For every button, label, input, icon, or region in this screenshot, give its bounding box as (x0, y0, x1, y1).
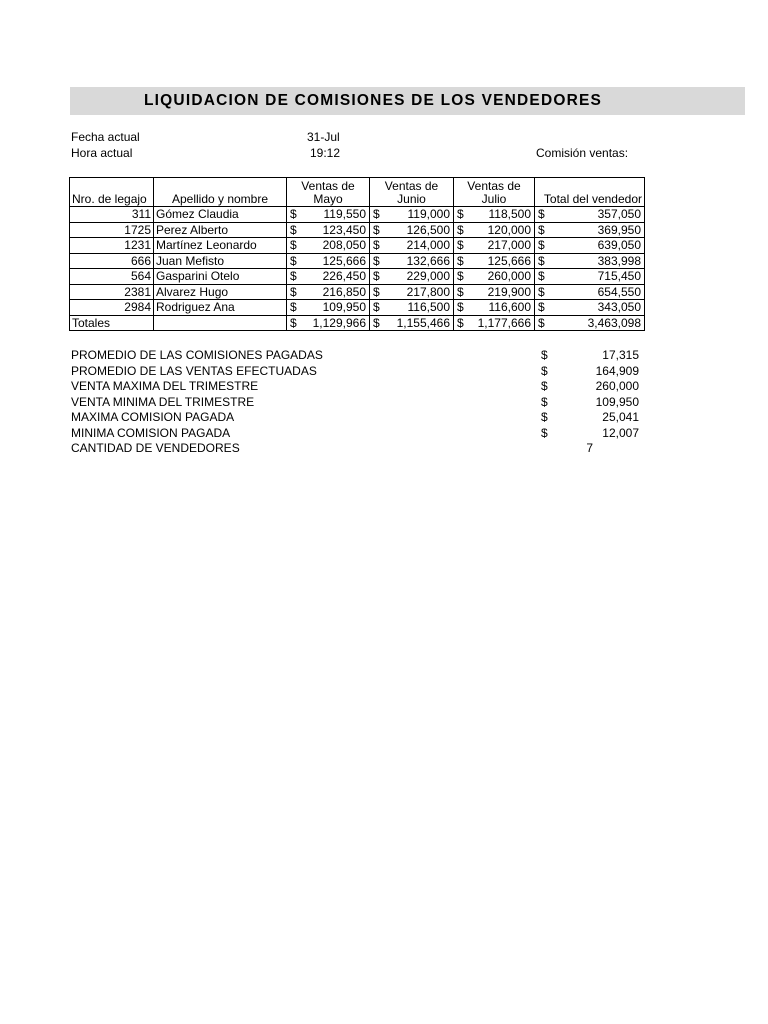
currency-symbol: $ (457, 315, 464, 330)
header-julio-line2: Julio (481, 192, 507, 206)
summary-label: VENTA MAXIMA DEL TRIMESTRE (71, 379, 259, 393)
amount: 343,050 (597, 300, 641, 315)
amount: 208,050 (322, 238, 366, 253)
amount: 125,666 (322, 253, 366, 268)
cell-total (535, 300, 645, 316)
hora-label: Hora actual (71, 146, 133, 160)
amount: 118,500 (488, 207, 531, 222)
cell-junio (370, 253, 454, 269)
amount: 126,500 (406, 222, 450, 237)
currency-symbol: $ (290, 300, 297, 315)
currency-symbol: $ (290, 253, 297, 268)
cell-mayo (287, 238, 370, 254)
total-mayo (287, 315, 370, 331)
header-julio-line1: Ventas de (467, 179, 521, 193)
summary-label: VENTA MINIMA DEL TRIMESTRE (71, 394, 255, 409)
cell-total (535, 269, 645, 285)
cell-mayo (287, 253, 370, 269)
cell-julio (454, 222, 535, 238)
amount: 116,500 (407, 300, 450, 315)
cell-nombre: Gómez Claudia (154, 207, 287, 223)
currency-symbol: $ (373, 238, 380, 253)
cell-julio (454, 269, 535, 285)
cell-mayo (287, 284, 370, 300)
currency-symbol: $ (457, 238, 464, 253)
summary-value: 260,000 (595, 379, 639, 393)
amount: 260,000 (487, 269, 531, 284)
currency-symbol: $ (373, 315, 380, 330)
summary-row (71, 364, 646, 380)
amount: 357,050 (597, 207, 641, 222)
header-julio (454, 178, 535, 207)
currency-symbol: $ (538, 269, 545, 284)
cell-junio (370, 207, 454, 223)
table-row (70, 300, 645, 316)
amount: 229,000 (406, 269, 450, 284)
cell-nombre: Martínez Leonardo (154, 238, 287, 254)
cell-julio (454, 284, 535, 300)
table-row (70, 253, 645, 269)
cell-mayo (287, 222, 370, 238)
currency-symbol: $ (373, 207, 380, 222)
summary-value: 164,909 (595, 363, 639, 378)
cell-mayo (287, 269, 370, 285)
header-legajo: Nro. de legajo (70, 178, 154, 207)
amount: 116,600 (488, 300, 531, 315)
currency-symbol: $ (457, 207, 464, 222)
summary-currency: $ (541, 410, 548, 424)
currency-symbol: $ (373, 222, 380, 237)
currency-symbol: $ (457, 284, 464, 299)
currency-symbol: $ (373, 269, 380, 284)
amount: 654,550 (597, 284, 641, 299)
currency-symbol: $ (457, 222, 464, 237)
cell-total (535, 253, 645, 269)
summary-currency: $ (541, 348, 548, 362)
amount: 125,666 (487, 253, 531, 268)
amount: 217,000 (487, 238, 531, 253)
total-julio (454, 315, 535, 331)
summary-row (71, 379, 646, 395)
amount: 119,550 (323, 207, 366, 222)
amount: 369,950 (597, 222, 641, 237)
summary-row (71, 348, 646, 364)
header-junio-line2: Junio (397, 192, 426, 206)
hora-value: 19:12 (310, 146, 341, 160)
cell-julio (454, 300, 535, 316)
summary-currency: $ (541, 379, 548, 393)
sales-table (69, 177, 645, 331)
summary-currency: $ (541, 394, 548, 409)
totals-empty-cell (154, 315, 287, 331)
header-nombre: Apellido y nombre (154, 178, 287, 207)
totals-label: Totales (70, 315, 154, 331)
grand-total (535, 315, 645, 331)
amount: 383,998 (597, 253, 641, 268)
cell-legajo: 666 (70, 253, 154, 269)
header-mayo (287, 178, 370, 207)
cell-mayo (287, 300, 370, 316)
amount: 1,177,666 (477, 315, 531, 330)
summary-row (71, 426, 646, 442)
cell-total (535, 284, 645, 300)
cell-nombre: Juan Mefisto (154, 253, 287, 269)
summary-value: 17,315 (602, 348, 639, 362)
amount: 639,050 (597, 238, 641, 253)
cell-julio (454, 253, 535, 269)
table-row (70, 284, 645, 300)
summary-value: 109,950 (595, 394, 639, 409)
currency-symbol: $ (457, 269, 464, 284)
table-row (70, 269, 645, 285)
totals-row (70, 315, 645, 331)
currency-symbol: $ (538, 315, 545, 330)
header-mayo-line1: Ventas de (301, 179, 355, 193)
cell-julio (454, 238, 535, 254)
amount: 715,450 (597, 269, 641, 284)
currency-symbol: $ (290, 284, 297, 299)
table-header-row (70, 178, 645, 207)
currency-symbol: $ (290, 207, 297, 222)
currency-symbol: $ (373, 300, 380, 315)
total-junio (370, 315, 454, 331)
currency-symbol: $ (538, 222, 545, 237)
amount: 217,800 (406, 284, 450, 299)
summary-label: MAXIMA COMISION PAGADA (71, 410, 235, 424)
cell-legajo: 564 (70, 269, 154, 285)
cell-junio (370, 269, 454, 285)
table-row (70, 222, 645, 238)
summary-label: CANTIDAD DE VENDEDORES (71, 441, 240, 455)
comision-label: Comisión ventas: (536, 146, 629, 160)
currency-symbol: $ (457, 300, 464, 315)
currency-symbol: $ (538, 300, 545, 315)
table-row (70, 238, 645, 254)
summary-row (71, 441, 646, 457)
header-total: Total del vendedor (535, 178, 645, 207)
currency-symbol: $ (538, 238, 545, 253)
cell-nombre: Rodriguez Ana (154, 300, 287, 316)
amount: 216,850 (322, 284, 366, 299)
amount: 3,463,098 (587, 315, 641, 330)
cell-legajo: 1725 (70, 222, 154, 238)
cell-legajo: 2381 (70, 284, 154, 300)
cell-total (535, 207, 645, 223)
amount: 109,950 (322, 300, 366, 315)
fecha-value: 31-Jul (307, 130, 340, 144)
currency-symbol: $ (373, 284, 380, 299)
page-title: LIQUIDACION DE COMISIONES DE LOS VENDEDORES (144, 92, 603, 109)
fecha-label: Fecha actual (71, 130, 140, 144)
title-bar (70, 87, 745, 115)
cell-legajo: 2984 (70, 300, 154, 316)
summary-currency: $ (541, 363, 548, 378)
amount: 214,000 (406, 238, 450, 253)
cell-junio (370, 238, 454, 254)
amount: 1,155,466 (396, 315, 450, 330)
summary-value: 25,041 (602, 410, 639, 424)
header-junio-line1: Ventas de (384, 179, 439, 193)
currency-symbol: $ (290, 269, 297, 284)
cell-mayo (287, 207, 370, 223)
currency-symbol: $ (538, 284, 545, 299)
currency-symbol: $ (457, 253, 464, 268)
amount: 120,000 (487, 222, 531, 237)
currency-symbol: $ (538, 207, 545, 222)
cell-junio (370, 222, 454, 238)
summary-section (71, 348, 646, 457)
currency-symbol: $ (373, 253, 380, 268)
currency-symbol: $ (538, 253, 545, 268)
summary-label: PROMEDIO DE LAS VENTAS EFECTUADAS (71, 363, 317, 378)
header-mayo-line2: Mayo (313, 192, 343, 206)
cell-junio (370, 284, 454, 300)
summary-row (71, 395, 646, 411)
currency-symbol: $ (290, 222, 297, 237)
cell-legajo: 1231 (70, 238, 154, 254)
cell-total (535, 238, 645, 254)
cell-total (535, 222, 645, 238)
cell-nombre: Gasparini Otelo (154, 269, 287, 285)
amount: 219,900 (487, 284, 531, 299)
amount: 123,450 (322, 222, 366, 237)
summary-value: 12,007 (602, 425, 639, 440)
table-row (70, 207, 645, 223)
summary-row (71, 410, 646, 426)
currency-symbol: $ (290, 315, 297, 330)
header-junio (370, 178, 454, 207)
amount: 132,666 (406, 253, 450, 268)
cell-legajo: 311 (70, 207, 154, 223)
amount: 1,129,966 (312, 315, 366, 330)
summary-currency: $ (541, 425, 548, 440)
currency-symbol: $ (290, 238, 297, 253)
summary-value: 7 (586, 441, 593, 455)
summary-label: PROMEDIO DE LAS COMISIONES PAGADAS (71, 348, 323, 362)
cell-julio (454, 207, 535, 223)
summary-label: MINIMA COMISION PAGADA (71, 425, 231, 440)
cell-nombre: Alvarez Hugo (154, 284, 287, 300)
cell-junio (370, 300, 454, 316)
amount: 226,450 (322, 269, 366, 284)
cell-nombre: Perez Alberto (154, 222, 287, 238)
amount: 119,000 (407, 207, 450, 222)
